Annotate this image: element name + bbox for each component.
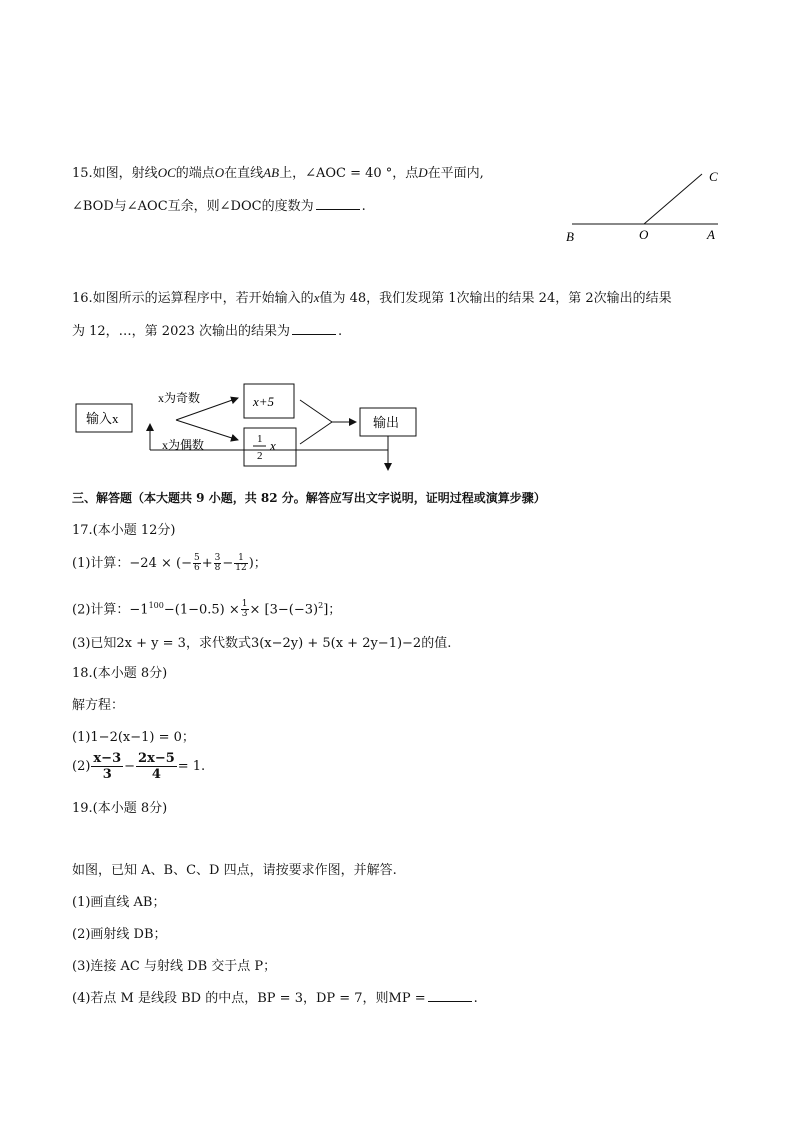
- section-3-title: 三、解答题（本大题共 9 小题，共 82 分。解答应写出文字说明，证明过程或演算步骤）: [72, 491, 546, 505]
- q19-header: 19.(本小题 8分): [72, 801, 168, 816]
- q18-header: 18.(本小题 8分): [72, 666, 168, 681]
- q18-intro: 解方程：: [72, 698, 125, 713]
- box-half-num: 1: [257, 433, 263, 445]
- q17-part2: (2)计算：$-1^{100}-(1-0.5)$ × $\frac{1}{3}$ × $[3-(-3)^2]$；: [72, 599, 342, 620]
- even-label: x为偶数: [162, 438, 205, 452]
- q19-part1: (1)画直线 AB；: [72, 895, 166, 910]
- output-label: 输出: [373, 415, 400, 430]
- q15-line1: 15.如图，射线OC的端点O在直线AB上，∠AOC = 40 °，点D在平面内,: [72, 165, 484, 181]
- box-add5-label: x+5: [253, 394, 275, 409]
- q17-part1: (1)计算：−24 × (− $\frac{5}{6}$ + $\frac{3}{8}$ − $\frac{1}{12}$ )；: [72, 553, 267, 573]
- label-o: O: [639, 227, 649, 242]
- q16-flowchart: [70, 378, 430, 478]
- q16-line2: 为 12，…，第 2023 次输出的结果为 .: [72, 324, 343, 339]
- input-label: 输入x: [86, 411, 119, 426]
- answer-blank[interactable]: [292, 322, 336, 335]
- answer-blank[interactable]: [428, 989, 472, 1002]
- q18-part1: (1)1−2(x−1) = 0；: [72, 730, 195, 745]
- label-b: B: [566, 229, 574, 244]
- ray-oc: [644, 174, 702, 224]
- q15-figure: [560, 160, 730, 250]
- odd-label: x为奇数: [158, 391, 201, 405]
- q15-line2: ∠BOD与∠AOC互余，则∠DOC的度数为 .: [72, 199, 366, 214]
- q19-part3: (3)连接 AC 与射线 DB 交于点 P；: [72, 959, 277, 974]
- q19-intro: 如图，已知 A、B、C、D 四点，请按要求作图，并解答.: [72, 863, 397, 878]
- box-half-den: 2: [257, 450, 263, 462]
- label-c: C: [709, 169, 718, 184]
- q18-part2: (2) $\frac{x-3}{3}$ − $\frac{2x-5}{4}$ = 1.: [72, 751, 206, 782]
- q19-part4: (4)若点 M 是线段 BD 的中点，BP = 3，DP = 7，则MP = .: [72, 991, 478, 1006]
- q19-part2: (2)画射线 DB；: [72, 927, 167, 942]
- answer-blank[interactable]: [316, 197, 360, 210]
- q17-header: 17.(本小题 12分): [72, 523, 176, 538]
- box-half-var: x: [270, 438, 276, 453]
- q17-part3: (3)已知2x + y = 3，求代数式3(x−2y) + 5(x + 2y−1)−2的值.: [72, 636, 452, 651]
- q16-line1: 16.如图所示的运算程序中，若开始输入的x值为 48，我们发现第 1次输出的结果 24，第 2次输出的结果: [72, 290, 672, 306]
- label-a: A: [707, 227, 715, 242]
